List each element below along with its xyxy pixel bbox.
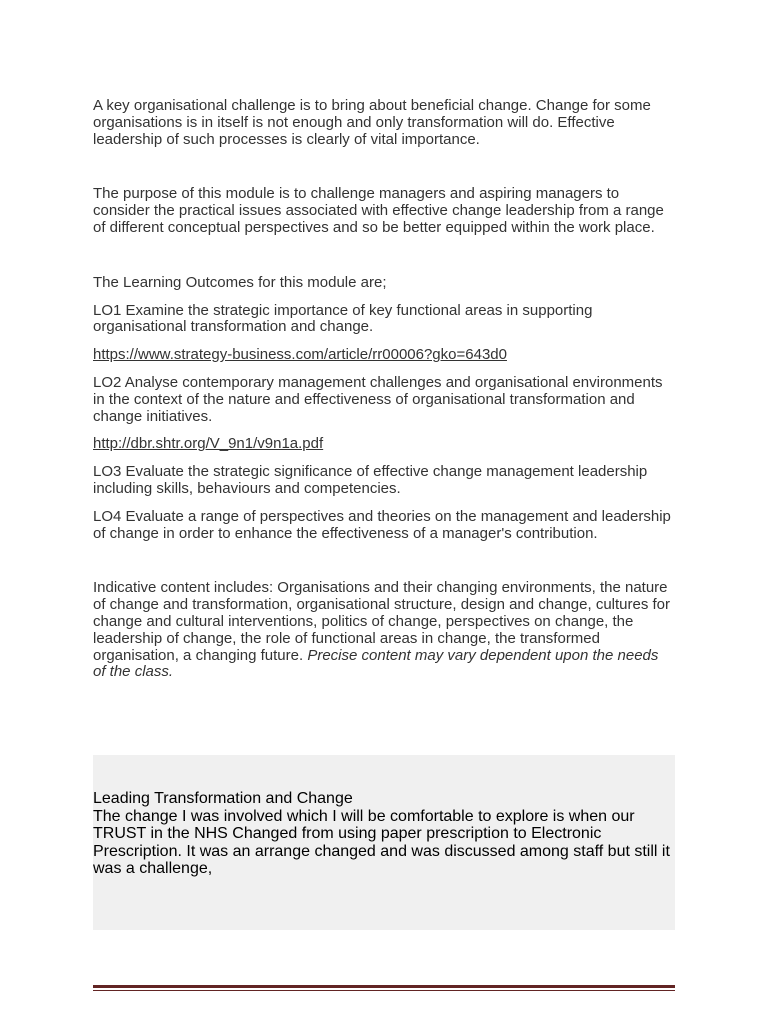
learning-outcomes-heading: The Learning Outcomes for this module are;	[93, 273, 387, 291]
dbr-link-paragraph	[93, 436, 675, 453]
learning-outcome-lo1: LO1 Examine the strategic importance of key functional areas in supporting organisational transformation and change.	[93, 301, 593, 336]
footer-rule-thick	[93, 985, 675, 988]
intro-paragraph-1: A key organisational challenge is to bring about beneficial change. Change for some organisations is in itself is not enough and only transformation will do. Effective leadership of such processes is clearly of vital importance.	[93, 97, 651, 148]
reflection-box-body: The change I was involved which I will be comfortable to explore is when our TRUST in the NHS Changed from using paper prescription to Electronic Prescription. It was an arrange changed and was discussed among staff but still it was a challenge,	[93, 807, 670, 878]
learning-outcome-lo2: LO2 Analyse contemporary management challenges and organisational environments in the context of the nature and effectiveness of organisational transformation and change initiatives.	[93, 373, 663, 425]
document-body	[93, 98, 675, 681]
learning-outcome-lo4: LO4 Evaluate a range of perspectives and theories on the management and leadership of change in order to enhance the effectiveness of a manager's contribution.	[93, 507, 671, 542]
indicative-content-note: Precise content may vary dependent upon the needs of the class.	[93, 646, 659, 681]
indicative-content-paragraph	[93, 580, 675, 681]
indicative-content-text: Indicative content includes: Organisations and their changing environments, the nature of change and transformation, organisational structure, design and change, cultures for change and cultural interventions, politics of change, perspectives on change, the leadership of change, the role of functional areas in change, the transformed organisation, a changing future.	[93, 579, 671, 664]
dbr-pdf-link[interactable]: http://dbr.shtr.org/V_9n1/v9n1a.pdf	[93, 435, 324, 453]
strategy-business-link-paragraph	[93, 347, 675, 364]
footer-rule-thin	[93, 990, 675, 991]
intro-paragraph-2: The purpose of this module is to challenge managers and aspiring managers to consider the practical issues associated with effective change leadership from a range of different conceptual perspectives and so be better equipped within the work place.	[93, 185, 664, 236]
strategy-business-link[interactable]: https://www.strategy-business.com/article/rr00006?gko=643d0	[93, 346, 507, 364]
reflection-box-content	[93, 790, 675, 878]
reflection-box	[93, 755, 675, 930]
reflection-box-title: Leading Transformation and Change	[93, 790, 353, 807]
learning-outcome-lo3: LO3 Evaluate the strategic significance of effective change management leadership including skills, behaviours and competencies.	[93, 463, 648, 497]
